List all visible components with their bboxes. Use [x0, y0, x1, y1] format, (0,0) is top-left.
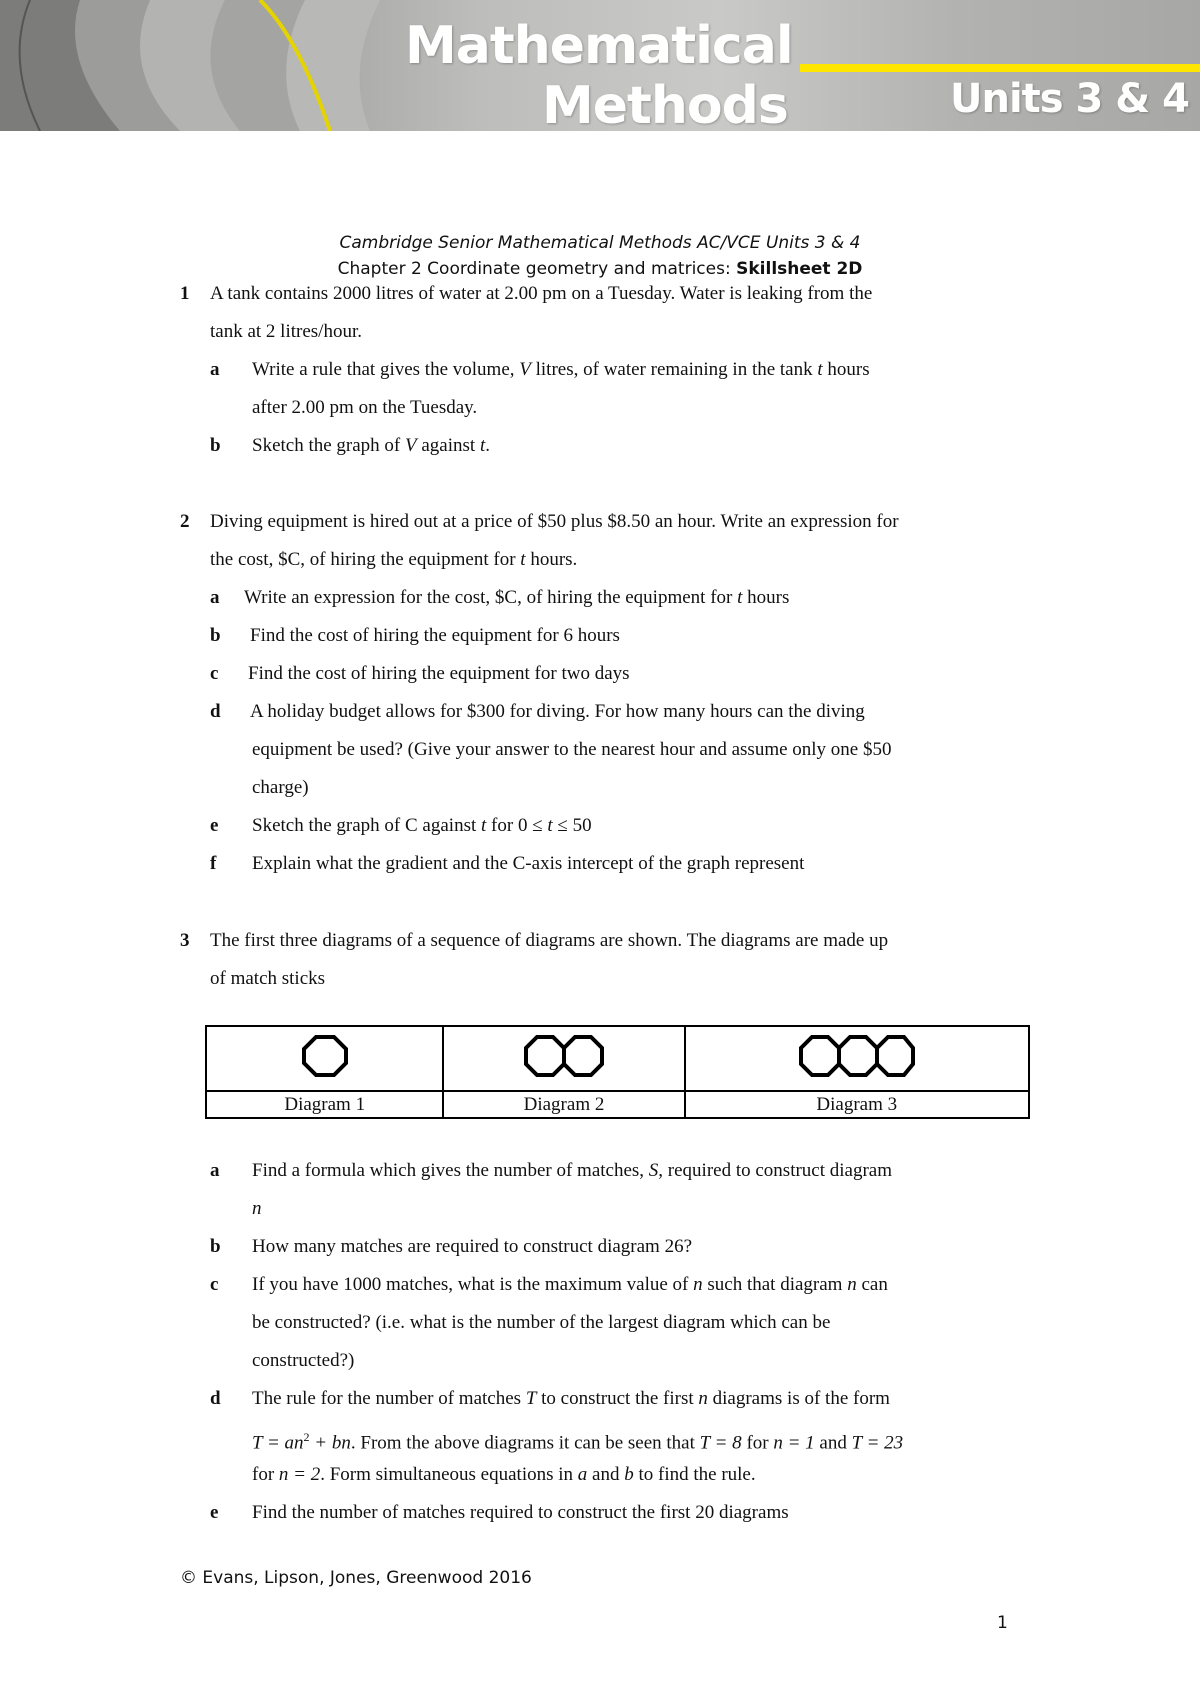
question-number: 2	[180, 511, 190, 532]
diagram-2-cell	[443, 1026, 684, 1091]
part-b: b How many matches are required to construct diagram 26?	[210, 1236, 693, 1257]
question-number: 1	[180, 283, 190, 304]
part-e: e Find the number of matches required to construct the first 20 diagrams	[210, 1502, 789, 1523]
part-d-continued: equipment be used? (Give your answer to the nearest hour and assume only one $50	[252, 739, 892, 760]
octagon-diagram-3	[798, 1033, 916, 1079]
question-text: of match sticks	[210, 968, 326, 989]
part-a-continued: after 2.00 pm on the Tuesday.	[252, 397, 478, 418]
part-c: c Find the cost of hiring the equipment for two days	[210, 663, 630, 684]
part-d: d A holiday budget allows for $300 for diving. For how many hours can the diving	[210, 701, 865, 722]
question-text: the cost, $C, of hiring the equipment for t hours.	[210, 549, 578, 570]
diagram-table	[205, 1025, 1030, 1119]
part-a: a Write an expression for the cost, $C, of hiring the equipment for t hours	[210, 587, 790, 608]
octagon-diagram-1	[300, 1033, 350, 1079]
part-a-continued: n	[252, 1198, 262, 1219]
chapter-title: Chapter 2 Coordinate geometry and matrices: Skillsheet 2D	[337, 259, 863, 279]
diagram-label-1: Diagram 1	[206, 1091, 443, 1118]
part-c-continued: be constructed? (i.e. what is the number of the largest diagram which can be	[252, 1312, 831, 1333]
part-d-continued: for n = 2. Form simultaneous equations in a and b to find the rule.	[252, 1464, 756, 1485]
question-number: 3	[180, 930, 190, 951]
part-d: d The rule for the number of matches T to construct the first n diagrams is of the form	[210, 1388, 890, 1409]
banner-title-line2: Methods	[542, 76, 788, 131]
question-text: A tank contains 2000 litres of water at 2.00 pm on a Tuesday. Water is leaking from the	[210, 283, 873, 304]
octagon-diagram-2	[523, 1033, 605, 1079]
part-b: b Find the cost of hiring the equipment for 6 hours	[210, 625, 620, 646]
part-a: a Find a formula which gives the number of matches, S, required to construct diagram	[210, 1160, 893, 1181]
question-text: The first three diagrams of a sequence of diagrams are shown. The diagrams are made up	[210, 930, 889, 951]
diagram-label-2: Diagram 2	[443, 1091, 684, 1118]
banner-title-line1: Mathematical	[405, 16, 793, 76]
question-text: tank at 2 litres/hour.	[210, 321, 362, 342]
diagram-label-3: Diagram 3	[685, 1091, 1029, 1118]
skillsheet-label: Skillsheet 2D	[736, 259, 863, 279]
part-a: a Write a rule that gives the volume, V litres, of water remaining in the tank t hours	[210, 359, 870, 380]
diagram-3-cell	[685, 1026, 1029, 1091]
diagram-1-cell	[206, 1026, 443, 1091]
part-f: f Explain what the gradient and the C-axis intercept of the graph represent	[210, 853, 805, 874]
header-banner	[0, 0, 1200, 131]
course-title: Cambridge Senior Mathematical Methods AC/VCE Units 3 & 4	[339, 233, 861, 253]
part-c: c If you have 1000 matches, what is the maximum value of n such that diagram n can	[210, 1274, 888, 1295]
banner-units: Units 3 & 4	[950, 76, 1189, 122]
part-b: b Sketch the graph of V against t.	[210, 435, 490, 456]
part-d-continued: $T = an^2$ + bn. From the above diagrams it can be seen that T = 8 for n = 1 and T = 23	[252, 1430, 904, 1454]
page-number: 1	[997, 1613, 1008, 1633]
part-c-continued: constructed?)	[252, 1350, 355, 1371]
banner-yellow-stripe	[800, 64, 1200, 72]
copyright-footer: © Evans, Lipson, Jones, Greenwood 2016	[180, 1568, 532, 1588]
question-text: Diving equipment is hired out at a price of $50 plus $8.50 an hour. Write an expression for	[210, 511, 899, 532]
part-d-continued: charge)	[252, 777, 309, 798]
part-e: e Sketch the graph of C against t for 0 ≤ t ≤ 50	[210, 815, 592, 836]
